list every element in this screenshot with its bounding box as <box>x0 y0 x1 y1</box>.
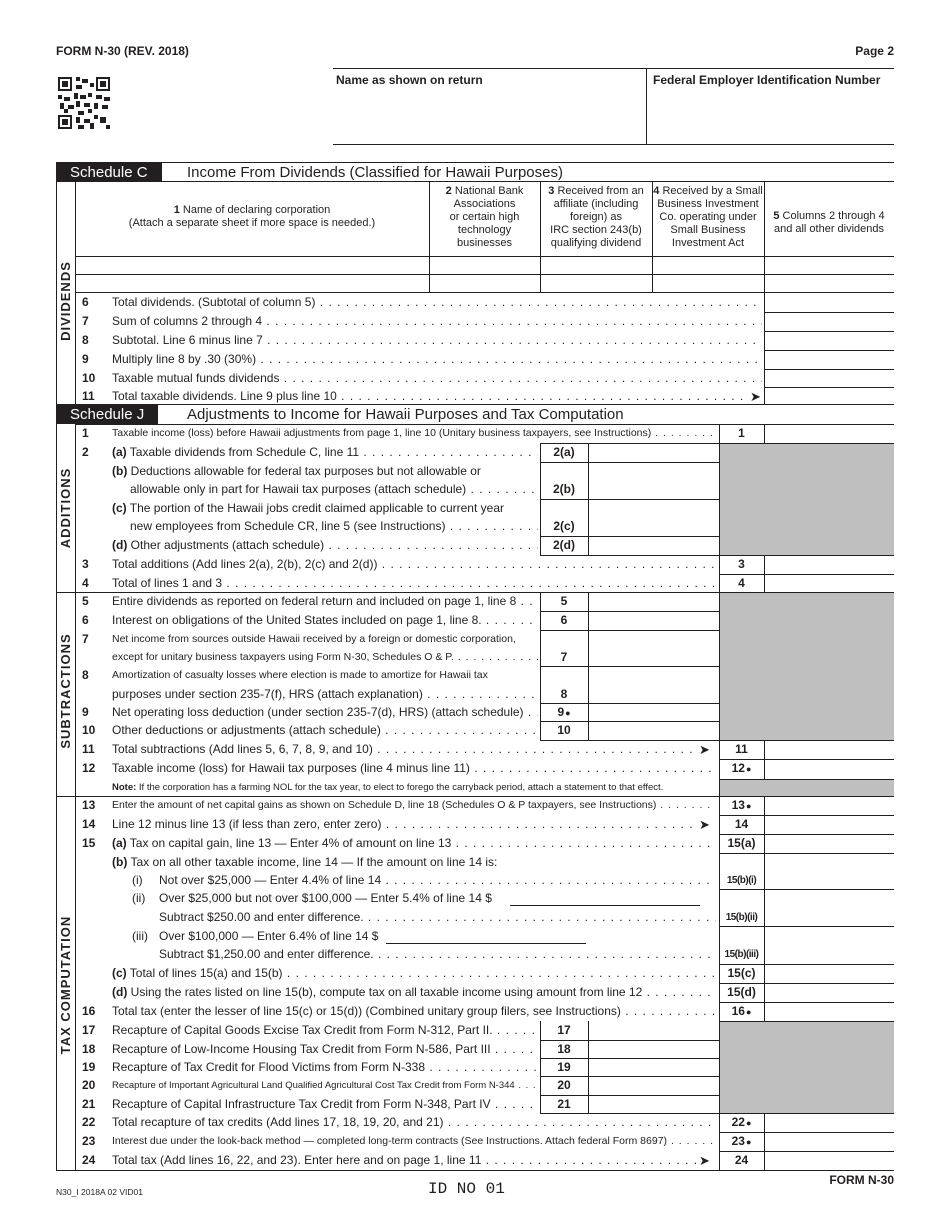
j-line-15a-label: (a) Tax on capital gain, line 13 — Enter 4% of amount on line 13 . . . <box>112 834 716 853</box>
box-label: 18 <box>557 1042 571 1056</box>
line-number: 9 <box>82 705 89 719</box>
box-label: 21 <box>557 1097 571 1111</box>
schedule-c-header <box>56 162 894 182</box>
j-line-1-input[interactable] <box>765 425 894 443</box>
box-label: 1 <box>738 426 745 440</box>
line-number: 6 <box>82 295 89 309</box>
j-line-16-input[interactable] <box>765 1003 894 1021</box>
sub-item-marker: (i) <box>132 873 143 887</box>
box-label: 20 <box>557 1078 571 1092</box>
taxpayer-id-box <box>333 68 894 145</box>
line-number: 11 <box>82 742 95 756</box>
footer-form-name: FORM N-30 <box>829 1173 894 1187</box>
line-8-input[interactable] <box>765 332 894 350</box>
j-line-19-label: Recapture of Tax Credit for Flood Victims from Form N-338 . . . <box>112 1058 538 1077</box>
dividend-row-2-col5[interactable] <box>765 275 894 292</box>
box-label: 5 <box>560 594 568 608</box>
section-label-additions: ADDITIONS <box>58 467 73 549</box>
line-number: 3 <box>82 557 89 571</box>
box-label: 19 <box>557 1060 571 1074</box>
box-label: 15(d) <box>727 985 756 999</box>
j-line-2a-input[interactable] <box>589 444 719 462</box>
j-line-14-input[interactable] <box>765 816 894 834</box>
j-line-13-label: Enter the amount of net capital gains as shown on Schedule D, line 18 (Schedules O & P taxpayers, see Instructions) . . . <box>112 796 716 815</box>
j-line-11-input[interactable] <box>765 741 894 759</box>
j-line-15a-input[interactable] <box>765 835 894 853</box>
j-line-13-input[interactable] <box>765 797 894 815</box>
j-line-2c-label: (c) The portion of the Hawaii jobs credit claimed applicable to current year <box>112 501 504 515</box>
line-11-label: Total taxable dividends. Line 9 plus line 10 . . . <box>112 387 748 406</box>
box-label: 23 ● <box>719 1132 764 1152</box>
line-number: 8 <box>82 333 89 347</box>
j-line-12-input[interactable] <box>765 760 894 779</box>
shaded-area <box>720 593 894 740</box>
j-line-17-label: Recapture of Capital Goods Excise Tax Credit from Form N-312, Part II. . . . <box>112 1021 538 1040</box>
farming-nol-note: Note: If the corporation has a farming NOL for the tax year, to elect to forego the carryback period, attach a statement to that effect. <box>112 782 664 793</box>
line-8-label: Subtotal. Line 6 minus line 7 . . . <box>112 331 762 350</box>
col-header-1: 1 Name of declaring corporation (Attach a separate sheet if more space is needed.) <box>128 204 376 229</box>
j-line-9-label: Net operating loss deduction (under section 235-7(d), HRS) (attach schedule) . . . <box>112 703 538 722</box>
line-number: 20 <box>82 1078 96 1092</box>
dividend-row-1-name[interactable] <box>76 257 429 274</box>
j-line-22-label: Total recapture of tax credits (Add lines 17, 18, 19, 20, and 21) . . . <box>112 1113 716 1132</box>
j-line-8-label: Amortization of casualty losses where election is made to amortize for Hawaii tax <box>112 669 488 681</box>
dividend-row-1-col5[interactable] <box>765 257 894 274</box>
box-label: 2(b) <box>553 482 575 496</box>
j-line-19-input[interactable] <box>589 1059 719 1076</box>
section-label-tax-computation: TAX COMPUTATION <box>58 915 73 1055</box>
j-line-15d-label: (d) Using the rates listed on line 15(b), compute tax on all taxable income using amount from line 12 . . . <box>112 983 716 1002</box>
j-line-12-label: Taxable income (loss) for Hawaii tax purposes (line 4 minus line 11) . . . <box>112 759 716 778</box>
j-line-3-label: Total additions (Add lines 2(a), 2(b), 2(c) and 2(d)) . . . <box>112 555 716 574</box>
box-label: 24 <box>734 1153 749 1167</box>
line-number: 12 <box>82 761 96 775</box>
box-label: 15(b)(iii) <box>724 949 759 960</box>
j-line-24-label: Total tax (Add lines 16, 22, and 23). Enter here and on page 1, line 11 . . . <box>112 1151 698 1170</box>
j-line-15biii-label: Over $100,000 — Enter 6.4% of line 14 $ <box>159 929 379 943</box>
line-number: 23 <box>82 1134 96 1148</box>
box-label: 11 <box>735 742 748 756</box>
dividend-row-1-col2[interactable] <box>430 257 540 274</box>
dividend-row-2-col4[interactable] <box>653 275 764 292</box>
page-number: Page 2 <box>855 44 894 58</box>
shaded-area <box>720 1022 894 1113</box>
j-line-23-label: Interest due under the look-back method — completed long-term contracts (See Instructions. Attach federal Form 8697) . . . <box>112 1132 716 1151</box>
arrow-right-icon: ➤ <box>750 389 761 404</box>
j-line-15bi-label: Not over $25,000 — Enter 4.4% of line 14 . . . <box>159 871 716 890</box>
j-line-2b-label: (b) Deductions allowable for federal tax purposes but not allowable or <box>112 464 481 478</box>
col-header-2: 2 National Bank Associations or certain high technology businesses <box>445 185 524 249</box>
j-line-3-input[interactable] <box>765 556 894 574</box>
line-number: 7 <box>82 314 89 328</box>
j-line-18-label: Recapture of Low-Income Housing Tax Credit from Form N-586, Part III . . . <box>112 1040 538 1059</box>
form-version-code: N30_I 2018A 02 VID01 <box>56 1187 143 1197</box>
col-header-4: 4 Received by a Small Business Investment Co. operating under Small Business Investment Act <box>653 185 763 249</box>
shaded-area <box>720 780 894 796</box>
j-line-10-input[interactable] <box>589 722 719 740</box>
line-7-input[interactable] <box>765 313 894 331</box>
form-id: FORM N-30 (REV. 2018) <box>56 44 189 58</box>
j-line-15bii-input[interactable] <box>765 890 894 926</box>
j-line-24-input[interactable] <box>765 1152 894 1170</box>
id-number: ID NO 01 <box>428 1180 505 1198</box>
j-line-8-input[interactable] <box>589 667 719 703</box>
j-line-8-label-cont: purposes under section 235-7(f), HRS (attach explanation) . . . <box>112 685 538 704</box>
j-line-2c-input[interactable] <box>589 500 719 536</box>
j-line-2d-label: (d) Other adjustments (attach schedule) . . . <box>112 536 538 555</box>
j-line-15bi-input[interactable] <box>765 854 894 889</box>
sub-item-marker: (iii) <box>132 929 148 943</box>
col-header-3: 3 Received from an affiliate (including foreign) as IRC section 243(b) qualifying dividend <box>548 185 644 249</box>
line-6-input[interactable] <box>765 294 894 312</box>
j-line-4-label: Total of lines 1 and 3 . . . <box>112 574 716 593</box>
section-label-subtractions: SUBTRACTIONS <box>58 633 73 749</box>
line-number: 13 <box>82 798 96 812</box>
box-label: 12 ● <box>719 759 764 779</box>
fein-field[interactable] <box>649 91 894 141</box>
fein-label: Federal Employer Identification Number <box>653 73 881 87</box>
j-line-2b-label-cont: allowable only in part for Hawaii tax purposes (attach schedule) . . . <box>130 480 538 499</box>
box-label: 10 <box>557 723 571 737</box>
line-number: 7 <box>82 632 89 646</box>
j-line-21-input[interactable] <box>589 1096 719 1113</box>
line-6-label: Total dividends. (Subtotal of column 5) . . . <box>112 293 762 312</box>
box-label: 3 <box>738 557 745 571</box>
box-label: 15(c) <box>727 966 756 980</box>
j-line-15c-label: (c) Total of lines 15(a) and 15(b) . . . <box>112 964 716 983</box>
j-line-2b-input[interactable] <box>589 463 719 499</box>
schedule-c-title: Income From Dividends (Classified for Hawaii Purposes) <box>187 164 563 181</box>
box-label: 15(b)(i) <box>726 875 757 886</box>
line-number: 17 <box>82 1023 96 1037</box>
j-line-18-input[interactable] <box>589 1041 719 1058</box>
box-label: 7 <box>560 650 568 664</box>
j-line-2c-label-cont: new employees from Schedule CR, line 5 (see Instructions) . . . <box>130 517 538 536</box>
j-line-23-input[interactable] <box>765 1133 894 1151</box>
box-label: 2(c) <box>553 519 575 533</box>
j-line-22-input[interactable] <box>765 1114 894 1132</box>
box-label: 17 <box>557 1023 571 1037</box>
j-line-15bii-label: Over $25,000 but not over $100,000 — Enter 5.4% of line 14 $ <box>159 891 492 905</box>
qr-code-icon <box>58 77 110 129</box>
j-line-15biii-label-cont: Subtract $1,250.00 and enter difference. . . . <box>159 945 716 964</box>
line-11-input[interactable] <box>765 388 894 405</box>
line-number: 1 <box>82 426 89 440</box>
dividend-row-2-col2[interactable] <box>430 275 540 292</box>
line-number: 21 <box>82 1097 96 1111</box>
j-line-7-label-cont: except for unitary business taxpayers using Form N-30, Schedules O & P. . . . <box>112 648 538 667</box>
schedule-c-tag: Schedule C <box>56 163 162 182</box>
line-number: 2 <box>82 445 89 459</box>
j-line-20-label: Recapture of Important Agricultural Land Qualified Agricultural Cost Tax Credit from Form N-344 . . . <box>112 1076 538 1095</box>
j-line-7-label: Net income from sources outside Hawaii received by a foreign or domestic corporation, <box>112 633 516 645</box>
line-number: 4 <box>82 576 89 590</box>
name-label: Name as shown on return <box>336 73 483 87</box>
line-number: 9 <box>82 352 89 366</box>
line-10-input[interactable] <box>765 370 894 387</box>
box-label: 4 <box>738 576 745 590</box>
j-line-15d-input[interactable] <box>765 984 894 1002</box>
box-label: 13 ● <box>719 796 764 816</box>
arrow-right-icon: ➤ <box>699 1153 710 1168</box>
arrow-right-icon: ➤ <box>699 817 710 832</box>
j-line-21-label: Recapture of Capital Infrastructure Tax Credit from Form N-348, Part IV . . . <box>112 1095 538 1114</box>
box-label: 2(a) <box>553 445 575 459</box>
j-line-15bii-label-cont: Subtract $250.00 and enter difference. . . . <box>159 908 716 927</box>
j-line-14-label: Line 12 minus line 13 (if less than zero, enter zero) . . . <box>112 815 698 834</box>
sub-item-marker: (ii) <box>132 891 146 905</box>
shaded-area <box>720 444 894 555</box>
j-line-5-input[interactable] <box>589 593 719 611</box>
box-label: 15(a) <box>727 836 756 850</box>
line-9-input[interactable] <box>765 351 894 369</box>
col-header-5: 5 Columns 2 through 4 and all other dividends <box>773 210 885 235</box>
schedule-j-tag: Schedule J <box>56 405 158 424</box>
box-label: 14 <box>734 817 749 831</box>
j-line-20-input[interactable] <box>589 1077 719 1095</box>
dividend-row-1-col3[interactable] <box>541 257 652 274</box>
j-line-2a-label: (a) Taxable dividends from Schedule C, line 11 . . . <box>112 443 538 462</box>
j-line-2d-input[interactable] <box>589 537 719 555</box>
j-line-15b-label: (b) Tax on all other taxable income, line 14 — If the amount on line 14 is: <box>112 855 498 869</box>
dividend-row-2-col3[interactable] <box>541 275 652 292</box>
line-number: 8 <box>82 668 89 682</box>
box-label: 15(b)(ii) <box>725 912 758 923</box>
j-line-17-input[interactable] <box>589 1022 719 1040</box>
line-number: 11 <box>82 389 95 403</box>
j-line-1-label: Taxable income (loss) before Hawaii adjustments from page 1, line 10 (Unitary business taxpayers, see Instructions) . . . <box>112 424 716 443</box>
line-number: 16 <box>82 1004 96 1018</box>
line-number: 14 <box>82 817 96 831</box>
j-line-9-input[interactable] <box>589 704 719 721</box>
box-label: 16 ● <box>719 1002 764 1022</box>
j-line-10-label: Other deductions or adjustments (attach schedule) . . . <box>112 721 538 740</box>
j-line-7-input[interactable] <box>589 631 719 666</box>
line-9-label: Multiply line 8 by .30 (30%) . . . <box>112 350 762 369</box>
j-line-4-input[interactable] <box>765 575 894 592</box>
name-field[interactable] <box>333 91 645 141</box>
j-line-15biii-amount-field[interactable] <box>386 929 586 944</box>
j-line-15biii-input[interactable] <box>765 927 894 964</box>
box-label: 9 ● <box>540 703 588 723</box>
j-line-11-label: Total subtractions (Add lines 5, 6, 7, 8, 9, and 10) . . . <box>112 740 698 759</box>
line-number: 5 <box>82 594 89 608</box>
j-line-6-input[interactable] <box>589 612 719 630</box>
line-number: 19 <box>82 1060 96 1074</box>
schedule-j-header <box>56 404 894 424</box>
arrow-right-icon: ➤ <box>699 742 710 757</box>
j-line-6-label: Interest on obligations of the United States included on page 1, line 8. . . . <box>112 611 538 630</box>
dividend-row-1-col4[interactable] <box>653 257 764 274</box>
box-label: 8 <box>560 687 568 701</box>
j-line-15bii-amount-field[interactable] <box>510 891 700 906</box>
line-number: 6 <box>82 613 89 627</box>
box-label: 2(d) <box>553 538 575 552</box>
j-line-16-label: Total tax (enter the lesser of line 15(c) or 15(d)) (Combined unitary group filers, see Instructions) . . . <box>112 1002 716 1021</box>
line-10-label: Taxable mutual funds dividends . . . <box>112 369 762 388</box>
line-number: 18 <box>82 1042 96 1056</box>
section-label-dividends: DIVIDENDS <box>58 261 73 341</box>
line-number: 24 <box>82 1153 96 1167</box>
j-line-5-label: Entire dividends as reported on federal return and included on page 1, line 8 . . . <box>112 592 538 611</box>
box-label: 6 <box>560 613 568 627</box>
j-line-15c-input[interactable] <box>765 965 894 983</box>
line-number: 15 <box>82 836 96 850</box>
line-7-label: Sum of columns 2 through 4 . . . <box>112 312 762 331</box>
line-number: 22 <box>82 1115 96 1129</box>
box-label: 22 ● <box>719 1113 764 1133</box>
line-number: 10 <box>82 723 96 737</box>
line-number: 10 <box>82 371 96 385</box>
dividend-row-2-name[interactable] <box>76 275 429 292</box>
schedule-j-title: Adjustments to Income for Hawaii Purposes and Tax Computation <box>187 406 624 423</box>
